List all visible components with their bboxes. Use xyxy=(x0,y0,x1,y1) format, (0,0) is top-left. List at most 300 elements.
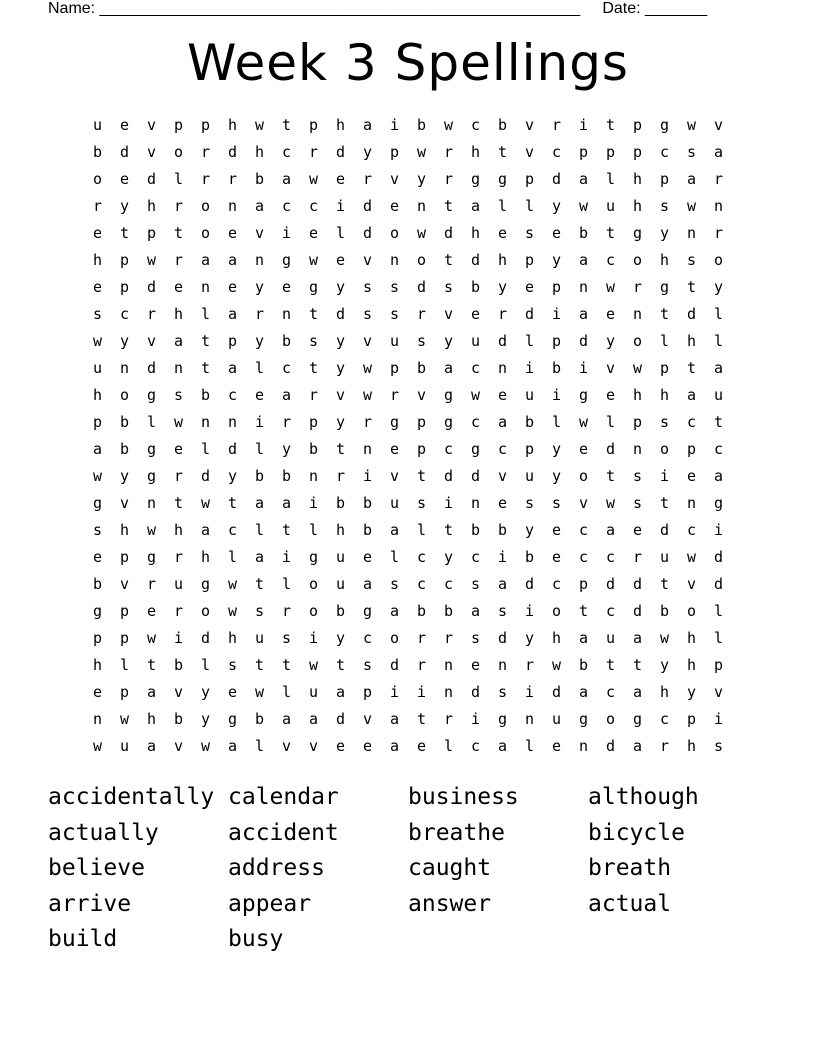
grid-letter: a xyxy=(632,629,643,647)
grid-letter: n xyxy=(119,359,130,377)
grid-letter: u xyxy=(389,332,400,350)
grid-letter: s xyxy=(713,737,724,755)
grid-letter: v xyxy=(146,116,157,134)
grid-letter: y xyxy=(551,251,562,269)
grid-letter: w xyxy=(686,116,697,134)
grid-letter: c xyxy=(659,143,670,161)
grid-letter: t xyxy=(443,251,454,269)
grid-letter: y xyxy=(551,467,562,485)
grid-letter: v xyxy=(713,116,724,134)
grid-letter: a xyxy=(200,521,211,539)
grid-letter: b xyxy=(416,602,427,620)
grid-letter: i xyxy=(524,683,535,701)
grid-letter: c xyxy=(227,521,238,539)
grid-letter: v xyxy=(308,737,319,755)
grid-letter: t xyxy=(659,305,670,323)
grid-letter: w xyxy=(686,197,697,215)
grid-letter: e xyxy=(551,224,562,242)
grid-letter: a xyxy=(254,197,265,215)
grid-letter: d xyxy=(146,170,157,188)
grid-letter: b xyxy=(443,602,454,620)
grid-letter: p xyxy=(578,143,589,161)
grid-letter: u xyxy=(92,359,103,377)
grid-letter: p xyxy=(119,278,130,296)
grid-letter: b xyxy=(119,413,130,431)
grid-letter: c xyxy=(443,440,454,458)
grid-letter: h xyxy=(92,656,103,674)
grid-letter: d xyxy=(524,575,535,593)
grid-letter: r xyxy=(173,251,184,269)
grid-letter: y xyxy=(335,278,346,296)
grid-letter: u xyxy=(119,737,130,755)
grid-letter: t xyxy=(281,116,292,134)
grid-letter: n xyxy=(713,197,724,215)
grid-letter: b xyxy=(551,359,562,377)
grid-letter: p xyxy=(524,251,535,269)
grid-letter: b xyxy=(92,143,103,161)
grid-letter: y xyxy=(551,440,562,458)
grid-letter: i xyxy=(308,494,319,512)
grid-letter: e xyxy=(551,548,562,566)
grid-letter: i xyxy=(416,683,427,701)
grid-letter: c xyxy=(227,386,238,404)
grid-letter: g xyxy=(200,575,211,593)
grid-letter: n xyxy=(146,494,157,512)
grid-letter: l xyxy=(308,521,319,539)
grid-letter: s xyxy=(281,629,292,647)
grid-letter: w xyxy=(443,116,454,134)
grid-letter: l xyxy=(227,548,238,566)
grid-letter: a xyxy=(497,413,508,431)
grid-letter: e xyxy=(551,737,562,755)
grid-letter: i xyxy=(578,359,589,377)
grid-letter: e xyxy=(335,251,346,269)
grid-letter: r xyxy=(443,710,454,728)
grid-letter: a xyxy=(200,251,211,269)
grid-letter: c xyxy=(659,710,670,728)
grid-letter: t xyxy=(578,602,589,620)
grid-letter: d xyxy=(470,683,481,701)
grid-letter: b xyxy=(524,548,535,566)
grid-letter: b xyxy=(119,440,130,458)
grid-letter: a xyxy=(146,683,157,701)
grid-row xyxy=(84,517,732,544)
grid-letter: g xyxy=(146,467,157,485)
grid-letter: v xyxy=(119,575,130,593)
grid-letter: p xyxy=(227,332,238,350)
grid-letter: l xyxy=(254,440,265,458)
grid-letter: o xyxy=(416,251,427,269)
grid-letter: o xyxy=(119,386,130,404)
grid-letter: d xyxy=(659,521,670,539)
grid-letter: r xyxy=(632,548,643,566)
grid-letter: a xyxy=(713,143,724,161)
grid-letter: d xyxy=(551,683,562,701)
grid-letter: c xyxy=(578,548,589,566)
grid-letter: g xyxy=(146,386,157,404)
grid-letter: h xyxy=(200,548,211,566)
grid-letter: e xyxy=(335,170,346,188)
grid-letter: p xyxy=(659,359,670,377)
grid-letter: g xyxy=(659,116,670,134)
grid-letter: y xyxy=(119,332,130,350)
grid-letter: w xyxy=(362,359,373,377)
grid-letter: p xyxy=(632,413,643,431)
grid-letter: d xyxy=(335,710,346,728)
grid-letter: a xyxy=(713,359,724,377)
grid-letter: h xyxy=(551,629,562,647)
grid-letter: h xyxy=(227,629,238,647)
grid-letter: g xyxy=(659,278,670,296)
grid-letter: l xyxy=(605,170,616,188)
grid-letter: a xyxy=(362,575,373,593)
grid-letter: y xyxy=(659,224,670,242)
grid-letter: y xyxy=(119,197,130,215)
word-list-item: believe xyxy=(48,855,145,881)
grid-letter: g xyxy=(632,710,643,728)
grid-letter: d xyxy=(470,251,481,269)
grid-letter: p xyxy=(686,440,697,458)
grid-letter: e xyxy=(227,683,238,701)
grid-letter: s xyxy=(308,332,319,350)
grid-letter: t xyxy=(416,467,427,485)
grid-letter: r xyxy=(308,143,319,161)
grid-letter: o xyxy=(173,143,184,161)
grid-letter: b xyxy=(254,170,265,188)
grid-letter: e xyxy=(605,386,616,404)
grid-letter: b xyxy=(497,521,508,539)
word-search-grid xyxy=(84,112,732,760)
grid-letter: a xyxy=(281,386,292,404)
grid-letter: l xyxy=(524,737,535,755)
grid-letter: s xyxy=(362,305,373,323)
grid-letter: c xyxy=(416,575,427,593)
grid-letter: h xyxy=(659,683,670,701)
grid-letter: y xyxy=(524,521,535,539)
grid-letter: w xyxy=(416,143,427,161)
grid-letter: v xyxy=(416,386,427,404)
grid-letter: y xyxy=(254,332,265,350)
grid-letter: w xyxy=(227,602,238,620)
grid-letter: y xyxy=(551,197,562,215)
grid-letter: s xyxy=(443,278,454,296)
grid-row xyxy=(84,193,732,220)
grid-letter: a xyxy=(578,629,589,647)
grid-letter: w xyxy=(578,197,589,215)
grid-letter: d xyxy=(227,143,238,161)
word-list-item: actually xyxy=(48,819,159,846)
grid-letter: o xyxy=(389,224,400,242)
grid-letter: a xyxy=(470,602,481,620)
grid-letter: s xyxy=(227,656,238,674)
grid-letter: p xyxy=(713,656,724,674)
grid-letter: i xyxy=(551,305,562,323)
grid-letter: v xyxy=(146,143,157,161)
grid-letter: n xyxy=(470,494,481,512)
grid-letter: i xyxy=(713,710,724,728)
grid-row xyxy=(84,625,732,652)
grid-letter: v xyxy=(254,224,265,242)
grid-letter: d xyxy=(497,629,508,647)
grid-letter: r xyxy=(146,575,157,593)
grid-letter: d xyxy=(686,305,697,323)
grid-letter: a xyxy=(362,116,373,134)
grid-letter: v xyxy=(362,251,373,269)
grid-letter: n xyxy=(497,359,508,377)
grid-letter: v xyxy=(281,737,292,755)
grid-letter: n xyxy=(497,656,508,674)
word-list-item: address xyxy=(228,855,325,881)
grid-letter: n xyxy=(173,359,184,377)
grid-letter: r xyxy=(443,143,454,161)
grid-letter: w xyxy=(200,494,211,512)
grid-letter: e xyxy=(119,116,130,134)
grid-letter: n xyxy=(200,413,211,431)
grid-letter: b xyxy=(470,521,481,539)
grid-letter: c xyxy=(470,359,481,377)
grid-letter: l xyxy=(254,359,265,377)
grid-letter: v xyxy=(389,467,400,485)
grid-letter: y xyxy=(335,629,346,647)
grid-letter: w xyxy=(254,683,265,701)
grid-letter: s xyxy=(632,467,643,485)
grid-letter: l xyxy=(281,575,292,593)
grid-letter: i xyxy=(578,116,589,134)
grid-letter: t xyxy=(119,224,130,242)
word-list-item: calendar xyxy=(228,784,339,810)
word-list-item: busy xyxy=(228,926,284,952)
grid-letter: p xyxy=(119,602,130,620)
grid-letter: y xyxy=(335,332,346,350)
grid-letter: w xyxy=(146,251,157,269)
grid-row xyxy=(84,733,732,760)
grid-letter: i xyxy=(281,224,292,242)
grid-letter: s xyxy=(686,251,697,269)
grid-letter: v xyxy=(524,143,535,161)
grid-letter: p xyxy=(119,629,130,647)
grid-letter: l xyxy=(416,521,427,539)
grid-letter: o xyxy=(578,467,589,485)
grid-letter: p xyxy=(524,170,535,188)
grid-letter: r xyxy=(335,467,346,485)
grid-row xyxy=(84,490,732,517)
grid-letter: h xyxy=(146,710,157,728)
grid-letter: r xyxy=(443,629,454,647)
grid-row xyxy=(84,436,732,463)
grid-letter: r xyxy=(362,413,373,431)
grid-letter: d xyxy=(119,143,130,161)
grid-letter: p xyxy=(92,629,103,647)
grid-letter: u xyxy=(92,116,103,134)
grid-letter: b xyxy=(281,467,292,485)
grid-letter: w xyxy=(686,548,697,566)
grid-letter: v xyxy=(362,332,373,350)
grid-letter: i xyxy=(389,683,400,701)
grid-letter: y xyxy=(416,170,427,188)
grid-letter: y xyxy=(119,467,130,485)
grid-letter: a xyxy=(578,251,589,269)
grid-letter: u xyxy=(254,629,265,647)
grid-letter: w xyxy=(146,521,157,539)
grid-letter: a xyxy=(389,521,400,539)
grid-letter: v xyxy=(524,116,535,134)
grid-letter: a xyxy=(254,494,265,512)
word-list-item: breathe xyxy=(408,819,505,846)
grid-letter: a xyxy=(227,737,238,755)
grid-letter: e xyxy=(686,467,697,485)
grid-letter: h xyxy=(632,170,643,188)
grid-letter: n xyxy=(227,197,238,215)
grid-letter: e xyxy=(416,737,427,755)
grid-letter: h xyxy=(254,143,265,161)
grid-letter: g xyxy=(92,602,103,620)
grid-letter: g xyxy=(281,251,292,269)
grid-letter: v xyxy=(389,170,400,188)
grid-letter: p xyxy=(173,116,184,134)
grid-letter: e xyxy=(227,278,238,296)
grid-letter: u xyxy=(389,494,400,512)
grid-letter: i xyxy=(308,629,319,647)
page-title: Week 3 Spellings xyxy=(187,34,629,92)
grid-letter: g xyxy=(146,440,157,458)
grid-letter: d xyxy=(713,575,724,593)
grid-letter: s xyxy=(470,629,481,647)
grid-letter: r xyxy=(632,278,643,296)
grid-letter: r xyxy=(713,170,724,188)
grid-letter: u xyxy=(524,386,535,404)
grid-letter: c xyxy=(416,548,427,566)
grid-letter: u xyxy=(173,575,184,593)
grid-letter: e xyxy=(281,278,292,296)
grid-letter: d xyxy=(605,440,616,458)
grid-letter: v xyxy=(173,683,184,701)
grid-letter: h xyxy=(173,521,184,539)
grid-letter: l xyxy=(200,305,211,323)
grid-letter: s xyxy=(659,197,670,215)
grid-letter: t xyxy=(605,224,616,242)
grid-letter: h xyxy=(119,521,130,539)
grid-letter: h xyxy=(632,386,643,404)
grid-letter: h xyxy=(686,332,697,350)
grid-letter: e xyxy=(389,197,400,215)
grid-letter: a xyxy=(281,710,292,728)
grid-letter: h xyxy=(659,386,670,404)
grid-letter: g xyxy=(389,413,400,431)
grid-letter: l xyxy=(497,197,508,215)
grid-letter: t xyxy=(686,278,697,296)
grid-letter: y xyxy=(200,710,211,728)
grid-letter: s xyxy=(362,656,373,674)
grid-letter: s xyxy=(551,494,562,512)
grid-letter: u xyxy=(713,386,724,404)
grid-letter: b xyxy=(362,494,373,512)
grid-letter: s xyxy=(416,332,427,350)
grid-letter: u xyxy=(335,548,346,566)
grid-letter: r xyxy=(308,386,319,404)
grid-letter: b xyxy=(173,710,184,728)
word-list-item: accident xyxy=(228,819,339,846)
grid-letter: n xyxy=(578,737,589,755)
grid-row xyxy=(84,220,732,247)
grid-letter: v xyxy=(173,737,184,755)
grid-letter: i xyxy=(497,548,508,566)
grid-letter: w xyxy=(659,629,670,647)
grid-letter: p xyxy=(605,143,616,161)
grid-letter: g xyxy=(497,710,508,728)
grid-letter: g xyxy=(92,494,103,512)
grid-letter: b xyxy=(416,359,427,377)
grid-letter: b xyxy=(254,710,265,728)
grid-letter: w xyxy=(119,710,130,728)
grid-letter: e xyxy=(308,224,319,242)
grid-letter: l xyxy=(254,521,265,539)
grid-letter: c xyxy=(605,683,616,701)
grid-letter: a xyxy=(578,683,589,701)
grid-letter: e xyxy=(497,224,508,242)
grid-letter: e xyxy=(254,386,265,404)
grid-row xyxy=(84,409,732,436)
grid-letter: l xyxy=(551,413,562,431)
grid-letter: b xyxy=(335,602,346,620)
grid-letter: g xyxy=(308,278,319,296)
grid-letter: i xyxy=(362,467,373,485)
grid-letter: i xyxy=(524,359,535,377)
grid-letter: t xyxy=(281,656,292,674)
name-date-line: Name: ______________________________________________________ Date: _______ xyxy=(48,0,708,17)
grid-row xyxy=(84,328,732,355)
grid-letter: v xyxy=(578,494,589,512)
grid-row xyxy=(84,571,732,598)
grid-letter: c xyxy=(605,251,616,269)
grid-letter: p xyxy=(632,143,643,161)
grid-letter: h xyxy=(470,224,481,242)
grid-letter: e xyxy=(497,386,508,404)
grid-letter: i xyxy=(443,494,454,512)
grid-letter: e xyxy=(524,278,535,296)
grid-letter: o xyxy=(551,602,562,620)
grid-letter: d xyxy=(578,332,589,350)
grid-letter: y xyxy=(362,143,373,161)
grid-letter: s xyxy=(470,575,481,593)
grid-letter: l xyxy=(659,332,670,350)
grid-letter: g xyxy=(227,710,238,728)
grid-letter: r xyxy=(416,656,427,674)
grid-letter: r xyxy=(416,629,427,647)
grid-letter: w xyxy=(308,170,319,188)
grid-letter: t xyxy=(659,575,670,593)
grid-letter: g xyxy=(497,170,508,188)
grid-letter: s xyxy=(254,602,265,620)
grid-letter: y xyxy=(281,440,292,458)
grid-letter: n xyxy=(389,251,400,269)
grid-letter: w xyxy=(416,224,427,242)
grid-letter: n xyxy=(578,278,589,296)
word-list-item: build xyxy=(48,926,118,952)
grid-letter: l xyxy=(119,656,130,674)
grid-letter: n xyxy=(362,440,373,458)
grid-letter: r xyxy=(227,170,238,188)
grid-letter: i xyxy=(389,116,400,134)
grid-letter: n xyxy=(443,656,454,674)
grid-letter: t xyxy=(254,575,265,593)
grid-letter: e xyxy=(551,521,562,539)
grid-letter: p xyxy=(632,116,643,134)
grid-letter: h xyxy=(146,197,157,215)
grid-letter: g xyxy=(713,494,724,512)
grid-letter: w xyxy=(551,656,562,674)
grid-letter: v xyxy=(119,494,130,512)
grid-letter: d xyxy=(713,548,724,566)
